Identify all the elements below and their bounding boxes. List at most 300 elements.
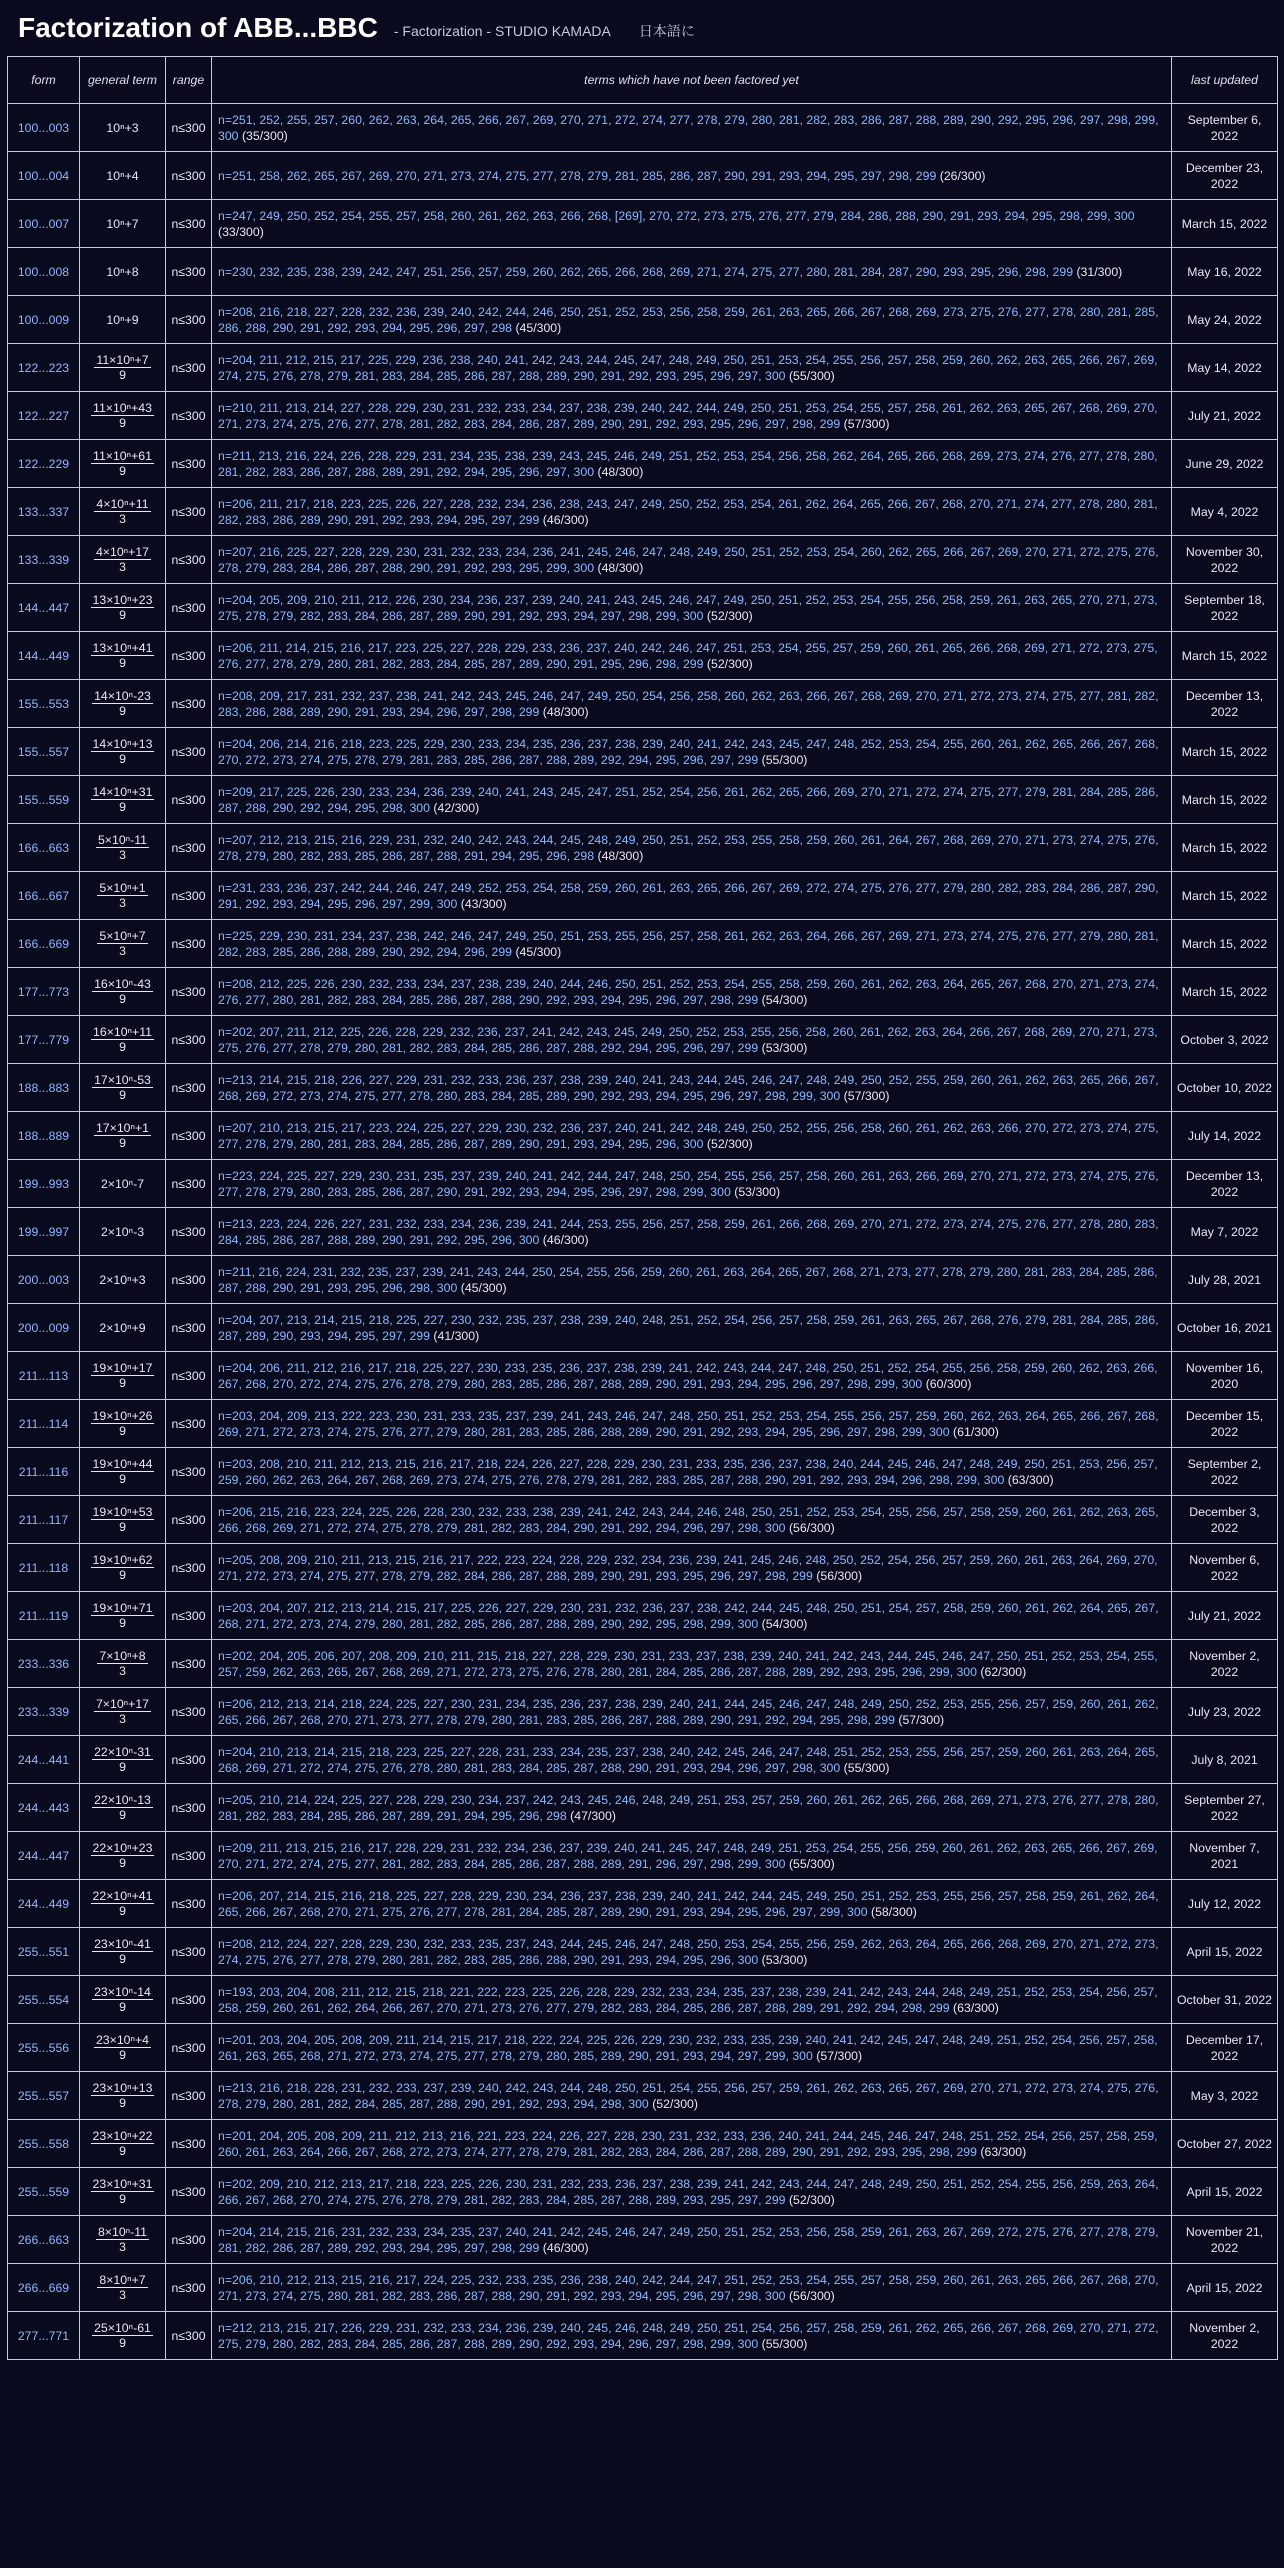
term-links[interactable]: n=210, 211, 213, 214, 227, 228, 229, 230, 231, 232, 233, 234, 237, 238, 239, 240, 242, 244, 249, 250, 251, 253, 254, 255, 257, 258, 261, 262, 263, 265, 267, 268, 269, 270, 271, 273, 274, 275, 276, 277, 278, 281, 282, 283, 284, 286, 287, 289, 290, 291, 292, 293, 295, 296, 297, 298, 299	[218, 400, 1158, 431]
last-updated: September 18, 2022	[1172, 584, 1278, 632]
range: n≤300	[166, 1064, 212, 1112]
range: n≤300	[166, 1112, 212, 1160]
denominator: 3	[119, 1664, 126, 1678]
unfactored-terms	[212, 200, 1172, 248]
table-row	[8, 392, 1278, 440]
table-row	[8, 1256, 1278, 1304]
last-updated: June 29, 2022	[1172, 440, 1278, 488]
form-link[interactable]: 211...116	[8, 1448, 80, 1496]
numerator: 11×10ⁿ+61	[93, 449, 152, 463]
range: n≤300	[166, 536, 212, 584]
last-updated: November 7, 2021	[1172, 1832, 1278, 1880]
denominator: 9	[119, 1760, 126, 1774]
term-links[interactable]: n=204, 207, 213, 214, 215, 218, 225, 227, 230, 232, 235, 237, 238, 239, 240, 248, 251, 252, 254, 256, 257, 258, 259, 261, 263, 265, 267, 268, 276, 279, 281, 284, 285, 286, 287, 289, 290, 293, 294, 295, 297, 299	[218, 1312, 1159, 1343]
denominator: 9	[119, 704, 126, 718]
form-link[interactable]: 266...663	[8, 2216, 80, 2264]
fraction	[91, 785, 155, 814]
form-link[interactable]: 166...667	[8, 872, 80, 920]
form-link[interactable]: 100...009	[8, 296, 80, 344]
unfactored-terms	[212, 1448, 1172, 1496]
general-term	[80, 344, 166, 392]
term-count: (57/300)	[843, 1088, 890, 1103]
term-links[interactable]: n=206, 215, 216, 223, 224, 225, 226, 228, 230, 232, 233, 238, 239, 241, 242, 243, 244, 246, 248, 250, 251, 252, 253, 254, 255, 256, 257, 258, 259, 260, 261, 262, 263, 265, 266, 268, 269, 271, 272, 274, 275, 278, 279, 281, 282, 283, 284, 290, 291, 292, 294, 296, 297, 298, 300	[218, 1504, 1159, 1535]
range: n≤300	[166, 1928, 212, 1976]
denominator: 3	[119, 2288, 126, 2302]
unfactored-terms	[212, 344, 1172, 392]
table-row	[8, 1544, 1278, 1592]
range: n≤300	[166, 440, 212, 488]
term-links[interactable]: n=208, 212, 225, 226, 230, 232, 233, 234, 237, 238, 239, 240, 244, 246, 250, 251, 252, 253, 254, 255, 258, 259, 260, 261, 262, 263, 264, 265, 267, 268, 270, 271, 273, 274, 276, 277, 280, 281, 282, 283, 284, 285, 286, 287, 288, 290, 292, 293, 294, 295, 296, 297, 298, 299	[218, 976, 1159, 1007]
numerator: 19×10ⁿ+53	[92, 1505, 153, 1519]
denominator: 9	[119, 1472, 126, 1486]
unfactored-terms	[212, 728, 1172, 776]
form-link[interactable]: 122...227	[8, 392, 80, 440]
denominator: 9	[119, 1424, 126, 1438]
table-row	[8, 2120, 1278, 2168]
term-links[interactable]: n=193, 203, 204, 208, 211, 212, 215, 218, 221, 222, 223, 225, 226, 228, 229, 232, 233, 234, 235, 237, 238, 239, 241, 242, 243, 244, 248, 249, 251, 252, 253, 254, 256, 257, 258, 259, 260, 261, 262, 264, 266, 267, 270, 271, 273, 276, 277, 279, 282, 283, 284, 285, 286, 287, 288, 289, 291, 292, 294, 298, 299	[218, 1984, 1158, 2015]
last-updated: March 15, 2022	[1172, 872, 1278, 920]
header-general-term: general term	[80, 57, 166, 104]
general-term	[80, 1544, 166, 1592]
term-count: (48/300)	[597, 560, 644, 575]
unfactored-terms	[212, 1256, 1172, 1304]
last-updated: December 15, 2022	[1172, 1400, 1278, 1448]
term-links[interactable]: n=213, 223, 224, 226, 227, 231, 232, 233, 234, 236, 239, 241, 244, 253, 255, 256, 257, 258, 259, 261, 266, 268, 269, 270, 271, 272, 273, 274, 275, 276, 277, 278, 280, 283, 284, 285, 286, 287, 288, 289, 290, 291, 292, 295, 296, 300	[218, 1216, 1159, 1247]
form-link[interactable]: 211...119	[8, 1592, 80, 1640]
unfactored-terms	[212, 488, 1172, 536]
form-link[interactable]: 144...449	[8, 632, 80, 680]
term-links[interactable]: n=231, 233, 236, 237, 242, 244, 246, 247, 249, 252, 253, 254, 258, 259, 260, 261, 263, 265, 266, 267, 269, 272, 274, 275, 276, 277, 279, 280, 282, 283, 284, 286, 287, 290, 291, 292, 293, 294, 295, 296, 297, 299, 300	[218, 880, 1159, 911]
last-updated: March 15, 2022	[1172, 728, 1278, 776]
unfactored-terms	[212, 248, 1172, 296]
form-link[interactable]: 244...447	[8, 1832, 80, 1880]
general-term	[80, 536, 166, 584]
denominator: 3	[119, 896, 126, 910]
denominator: 9	[119, 1088, 126, 1102]
fraction	[91, 1409, 155, 1438]
last-updated: November 6, 2022	[1172, 1544, 1278, 1592]
term-links[interactable]: n=230, 232, 235, 238, 239, 242, 247, 251, 256, 257, 259, 260, 262, 265, 266, 268, 269, 271, 274, 275, 277, 280, 281, 284, 287, 290, 293, 295, 296, 298, 299	[218, 264, 1074, 279]
term-links[interactable]: n=247, 249, 250, 252, 254, 255, 257, 258, 260, 261, 262, 263, 266, 268, [269], 270, 272, 273, 275, 276, 277, 279, 284, 286, 288, 290, 291, 293, 294, 295, 298, 299, 300	[218, 208, 1135, 223]
table-row	[8, 920, 1278, 968]
range: n≤300	[166, 824, 212, 872]
term-count: (52/300)	[706, 1136, 753, 1151]
term-count: (46/300)	[542, 2240, 589, 2255]
term-count: (48/300)	[597, 848, 644, 863]
term-links[interactable]: n=208, 209, 217, 231, 232, 237, 238, 241, 242, 243, 245, 246, 247, 249, 250, 254, 256, 258, 260, 262, 263, 266, 267, 268, 269, 270, 271, 272, 273, 274, 275, 277, 281, 282, 283, 286, 288, 289, 290, 291, 293, 294, 296, 297, 298, 299	[218, 688, 1159, 719]
table-row	[8, 1160, 1278, 1208]
last-updated: December 23, 2022	[1172, 152, 1278, 200]
term-count: (57/300)	[898, 1712, 945, 1727]
last-updated: July 21, 2022	[1172, 1592, 1278, 1640]
form-link[interactable]: 200...003	[8, 1256, 80, 1304]
form-link[interactable]: 277...771	[8, 2312, 80, 2360]
fraction	[91, 737, 155, 766]
general-term	[80, 2216, 166, 2264]
term-links[interactable]: n=213, 214, 215, 218, 226, 227, 229, 231, 232, 233, 236, 237, 238, 239, 240, 241, 243, 244, 245, 246, 247, 248, 249, 250, 252, 255, 259, 260, 261, 262, 263, 265, 266, 267, 268, 269, 272, 273, 274, 275, 277, 278, 280, 283, 284, 285, 289, 290, 292, 293, 294, 295, 296, 297, 298, 299, 300	[218, 1072, 1159, 1103]
general-term: 2×10ⁿ+3	[80, 1256, 166, 1304]
denominator: 9	[119, 2000, 126, 2014]
term-links[interactable]: n=206, 207, 214, 215, 216, 218, 225, 227, 228, 229, 230, 234, 236, 237, 238, 239, 240, 241, 242, 244, 245, 249, 250, 251, 252, 253, 255, 256, 257, 258, 259, 261, 262, 264, 265, 266, 267, 268, 270, 271, 275, 276, 277, 278, 281, 284, 285, 287, 289, 290, 291, 293, 294, 295, 296, 297, 299, 300	[218, 1888, 1159, 1919]
denominator: 9	[119, 368, 126, 382]
unfactored-terms	[212, 1304, 1172, 1352]
fraction	[97, 2273, 147, 2302]
table-row	[8, 152, 1278, 200]
table-row	[8, 728, 1278, 776]
range: n≤300	[166, 1976, 212, 2024]
table-row	[8, 2024, 1278, 2072]
table-row	[8, 1688, 1278, 1736]
fraction	[91, 1361, 155, 1390]
general-term	[80, 2024, 166, 2072]
term-count: (48/300)	[542, 704, 589, 719]
numerator: 8×10ⁿ-11	[97, 2225, 148, 2239]
unfactored-terms	[212, 2312, 1172, 2360]
denominator: 9	[119, 1520, 126, 1534]
form-link[interactable]: 211...118	[8, 1544, 80, 1592]
form-link[interactable]: 211...117	[8, 1496, 80, 1544]
term-links[interactable]: n=211, 213, 216, 224, 226, 228, 229, 231, 234, 235, 238, 239, 243, 245, 246, 249, 251, 252, 253, 254, 256, 258, 262, 264, 265, 266, 268, 269, 273, 274, 276, 277, 278, 280, 281, 282, 283, 286, 287, 288, 289, 291, 292, 294, 295, 296, 297, 300	[218, 448, 1158, 479]
form-link[interactable]: 266...669	[8, 2264, 80, 2312]
general-term	[80, 1976, 166, 2024]
denominator: 9	[119, 992, 126, 1006]
numerator: 22×10ⁿ-13	[94, 1793, 151, 1807]
form-link[interactable]: 166...669	[8, 920, 80, 968]
page-title: Factorization of ABB...BBC	[18, 12, 378, 43]
term-links[interactable]: n=203, 204, 207, 212, 213, 214, 215, 217, 225, 226, 227, 229, 230, 231, 232, 236, 237, 238, 242, 244, 245, 248, 250, 251, 254, 257, 258, 259, 260, 261, 262, 264, 265, 267, 268, 271, 272, 273, 274, 279, 280, 281, 282, 285, 286, 287, 288, 289, 290, 292, 295, 298, 299, 300	[218, 1600, 1159, 1631]
fraction	[92, 689, 153, 718]
fraction	[97, 881, 147, 910]
range: n≤300	[166, 2072, 212, 2120]
numerator: 14×10ⁿ+13	[92, 737, 153, 751]
term-count: (35/300)	[241, 128, 288, 143]
last-updated: October 31, 2022	[1172, 1976, 1278, 2024]
numerator: 23×10ⁿ+13	[92, 2081, 153, 2095]
term-links[interactable]: n=201, 204, 205, 208, 209, 211, 212, 213, 216, 221, 223, 224, 226, 227, 228, 230, 231, 232, 233, 236, 240, 241, 244, 245, 246, 247, 248, 251, 252, 254, 256, 257, 258, 259, 260, 261, 263, 264, 266, 267, 268, 272, 273, 274, 277, 278, 279, 281, 282, 283, 284, 286, 287, 288, 289, 290, 291, 292, 293, 295, 298, 299	[218, 2128, 1158, 2159]
unfactored-terms	[212, 872, 1172, 920]
unfactored-terms	[212, 1160, 1172, 1208]
term-links[interactable]: n=208, 216, 218, 227, 228, 232, 236, 239, 240, 242, 244, 246, 250, 251, 252, 253, 256, 258, 259, 261, 263, 265, 266, 267, 268, 269, 273, 275, 276, 277, 278, 280, 281, 285, 286, 288, 290, 291, 292, 293, 294, 295, 296, 297, 298	[218, 304, 1159, 335]
general-term: 10ⁿ+9	[80, 296, 166, 344]
denominator: 9	[119, 752, 126, 766]
fraction	[91, 1889, 155, 1918]
last-updated: July 28, 2021	[1172, 1256, 1278, 1304]
range: n≤300	[166, 1688, 212, 1736]
term-links[interactable]: n=206, 211, 217, 218, 223, 225, 226, 227, 228, 232, 234, 236, 238, 243, 247, 249, 250, 252, 253, 254, 261, 262, 264, 265, 266, 267, 268, 270, 271, 274, 277, 278, 280, 281, 282, 283, 286, 289, 290, 291, 292, 293, 294, 295, 297, 299	[218, 496, 1158, 527]
table-row	[8, 1208, 1278, 1256]
term-links[interactable]: n=212, 213, 215, 217, 226, 229, 231, 232, 233, 234, 236, 239, 240, 245, 246, 248, 249, 250, 251, 254, 256, 257, 258, 259, 261, 262, 265, 266, 267, 268, 269, 270, 271, 272, 275, 279, 280, 282, 283, 284, 285, 286, 287, 288, 289, 290, 292, 293, 294, 296, 297, 298, 299, 300	[218, 2320, 1159, 2351]
term-count: (63/300)	[1007, 1472, 1054, 1487]
denominator: 3	[119, 560, 126, 574]
term-links[interactable]: n=203, 204, 209, 213, 222, 223, 230, 231, 233, 235, 237, 239, 241, 243, 246, 247, 248, 250, 251, 252, 253, 254, 255, 256, 257, 259, 260, 262, 263, 264, 265, 266, 267, 268, 269, 271, 272, 273, 274, 275, 276, 277, 279, 280, 281, 283, 285, 286, 288, 289, 290, 291, 292, 293, 294, 295, 296, 297, 298, 299, 300	[218, 1408, 1159, 1439]
general-term	[80, 392, 166, 440]
general-term	[80, 1016, 166, 1064]
form-link[interactable]: 244...441	[8, 1736, 80, 1784]
term-links[interactable]: n=205, 208, 209, 210, 211, 213, 215, 216, 217, 222, 223, 224, 228, 229, 232, 234, 236, 239, 241, 245, 246, 248, 250, 252, 254, 256, 257, 259, 260, 261, 263, 264, 269, 270, 271, 272, 273, 274, 275, 277, 278, 279, 282, 284, 286, 287, 288, 289, 290, 291, 293, 295, 296, 297, 298, 299	[218, 1552, 1158, 1583]
form-link[interactable]: 233...339	[8, 1688, 80, 1736]
general-term: 2×10ⁿ-3	[80, 1208, 166, 1256]
term-count: (61/300)	[953, 1424, 999, 1439]
term-links[interactable]: n=204, 206, 211, 212, 216, 217, 218, 225, 227, 230, 233, 235, 236, 237, 238, 239, 241, 242, 243, 244, 247, 248, 250, 251, 252, 254, 255, 256, 258, 259, 260, 262, 263, 266, 267, 268, 270, 272, 274, 275, 276, 278, 279, 280, 283, 285, 286, 287, 288, 289, 290, 291, 293, 294, 295, 296, 297, 298, 299, 300	[218, 1360, 1158, 1391]
form-link[interactable]: 255...551	[8, 1928, 80, 1976]
form-link[interactable]: 100...007	[8, 200, 80, 248]
form-link[interactable]: 177...773	[8, 968, 80, 1016]
term-links[interactable]: n=204, 206, 214, 216, 218, 223, 225, 229, 230, 233, 234, 235, 236, 237, 238, 239, 240, 241, 242, 243, 245, 247, 248, 252, 253, 254, 255, 260, 261, 262, 265, 266, 267, 268, 270, 272, 273, 274, 275, 278, 279, 281, 283, 285, 286, 287, 288, 289, 292, 294, 295, 296, 297, 299	[218, 736, 1159, 767]
general-term	[80, 1784, 166, 1832]
denominator: 9	[119, 2048, 126, 2062]
form-link[interactable]: 100...003	[8, 104, 80, 152]
last-updated: April 15, 2022	[1172, 1928, 1278, 1976]
unfactored-terms	[212, 104, 1172, 152]
unfactored-terms	[212, 1064, 1172, 1112]
form-link[interactable]: 211...114	[8, 1400, 80, 1448]
table-row	[8, 1928, 1278, 1976]
term-links[interactable]: n=202, 207, 211, 212, 225, 226, 228, 229, 232, 236, 237, 241, 242, 243, 245, 249, 250, 252, 253, 255, 256, 258, 260, 261, 262, 263, 264, 266, 267, 268, 269, 270, 271, 273, 275, 276, 277, 278, 279, 280, 281, 282, 283, 284, 285, 286, 287, 288, 292, 294, 295, 296, 297, 299	[218, 1024, 1158, 1055]
term-count: (26/300)	[939, 168, 986, 183]
general-term	[80, 2120, 166, 2168]
unfactored-terms	[212, 440, 1172, 488]
term-count: (43/300)	[460, 896, 507, 911]
form-link[interactable]: 255...556	[8, 2024, 80, 2072]
range: n≤300	[166, 1736, 212, 1784]
general-term	[80, 1448, 166, 1496]
form-link[interactable]: 177...779	[8, 1016, 80, 1064]
last-updated: July 14, 2022	[1172, 1112, 1278, 1160]
language-link[interactable]: 日本語に	[638, 23, 695, 39]
term-count: (55/300)	[788, 1856, 835, 1871]
term-links[interactable]: n=209, 217, 225, 226, 230, 233, 234, 236, 239, 240, 241, 243, 245, 247, 251, 252, 254, 256, 261, 262, 265, 266, 269, 270, 271, 272, 274, 275, 277, 279, 281, 284, 285, 286, 287, 288, 290, 292, 294, 295, 298, 300	[218, 784, 1159, 815]
term-links[interactable]: n=204, 214, 215, 216, 231, 232, 233, 234, 235, 237, 240, 241, 242, 245, 246, 247, 249, 250, 251, 252, 253, 256, 258, 259, 261, 263, 267, 269, 272, 275, 276, 277, 278, 279, 281, 282, 286, 287, 289, 292, 293, 294, 295, 297, 298, 299	[218, 2224, 1159, 2255]
term-links[interactable]: n=211, 216, 224, 231, 232, 235, 237, 239, 241, 243, 244, 250, 254, 255, 256, 259, 260, 261, 263, 264, 265, 267, 268, 271, 273, 277, 278, 279, 280, 281, 283, 284, 285, 286, 287, 288, 290, 291, 293, 295, 296, 298, 300	[218, 1264, 1158, 1295]
form-link[interactable]: 188...889	[8, 1112, 80, 1160]
term-count: (52/300)	[706, 608, 753, 623]
unfactored-terms	[212, 2264, 1172, 2312]
form-link[interactable]: 155...553	[8, 680, 80, 728]
unfactored-terms	[212, 2072, 1172, 2120]
fraction	[91, 1841, 155, 1870]
range: n≤300	[166, 632, 212, 680]
numerator: 19×10ⁿ+44	[92, 1457, 153, 1471]
unfactored-terms	[212, 1208, 1172, 1256]
denominator: 9	[119, 2096, 126, 2110]
unfactored-terms	[212, 1688, 1172, 1736]
table-row	[8, 2072, 1278, 2120]
last-updated: December 3, 2022	[1172, 1496, 1278, 1544]
table-row	[8, 584, 1278, 632]
range: n≤300	[166, 1832, 212, 1880]
last-updated: April 15, 2022	[1172, 2168, 1278, 2216]
form-link[interactable]: 199...997	[8, 1208, 80, 1256]
numerator: 19×10ⁿ+26	[92, 1409, 153, 1423]
term-links[interactable]: n=251, 252, 255, 257, 260, 262, 263, 264, 265, 266, 267, 269, 270, 271, 272, 274, 277, 278, 279, 280, 281, 282, 283, 286, 287, 288, 289, 290, 292, 295, 296, 297, 298, 299, 300	[218, 112, 1159, 143]
term-links[interactable]: n=201, 203, 204, 205, 208, 209, 211, 214, 215, 217, 218, 222, 224, 225, 226, 229, 230, 232, 233, 235, 239, 240, 241, 242, 245, 247, 248, 249, 251, 252, 254, 256, 257, 258, 261, 263, 265, 268, 271, 272, 273, 274, 275, 277, 278, 279, 280, 285, 289, 290, 291, 293, 294, 297, 299, 300	[218, 2032, 1158, 2063]
denominator: 9	[119, 656, 126, 670]
term-count: (42/300)	[433, 800, 480, 815]
term-links[interactable]: n=207, 216, 225, 227, 228, 229, 230, 231, 232, 233, 234, 236, 241, 245, 246, 247, 248, 249, 250, 251, 252, 253, 254, 260, 262, 265, 266, 267, 269, 270, 271, 272, 275, 276, 278, 279, 283, 284, 286, 287, 288, 290, 291, 292, 293, 295, 299, 300	[218, 544, 1159, 575]
unfactored-terms	[212, 2216, 1172, 2264]
last-updated: March 15, 2022	[1172, 776, 1278, 824]
denominator: 9	[119, 1376, 126, 1390]
range: n≤300	[166, 680, 212, 728]
general-term: 2×10ⁿ-7	[80, 1160, 166, 1208]
range: n≤300	[166, 1304, 212, 1352]
fraction	[92, 1937, 153, 1966]
last-updated: March 15, 2022	[1172, 200, 1278, 248]
fraction	[92, 1073, 153, 1102]
form-link[interactable]: 255...554	[8, 1976, 80, 2024]
general-term	[80, 1928, 166, 1976]
term-links[interactable]: n=204, 211, 212, 215, 217, 225, 229, 236, 238, 240, 241, 242, 243, 244, 245, 247, 248, 249, 250, 251, 253, 254, 255, 256, 257, 258, 259, 260, 262, 263, 265, 266, 267, 269, 274, 275, 276, 278, 279, 281, 283, 284, 285, 286, 287, 288, 289, 290, 291, 292, 293, 295, 296, 297, 300	[218, 352, 1158, 383]
fraction	[91, 1505, 155, 1534]
term-links[interactable]: n=205, 210, 214, 224, 225, 227, 228, 229, 230, 234, 237, 242, 243, 245, 246, 248, 249, 251, 253, 257, 259, 260, 261, 262, 265, 266, 268, 269, 271, 273, 276, 277, 278, 280, 281, 282, 283, 284, 285, 286, 287, 289, 291, 294, 295, 296, 298	[218, 1792, 1159, 1823]
form-link[interactable]: 255...559	[8, 2168, 80, 2216]
form-link[interactable]: 155...557	[8, 728, 80, 776]
form-link[interactable]: 122...223	[8, 344, 80, 392]
form-link[interactable]: 255...557	[8, 2072, 80, 2120]
range: n≤300	[166, 584, 212, 632]
term-links[interactable]: n=207, 210, 213, 215, 217, 223, 224, 225, 227, 229, 230, 232, 236, 237, 240, 241, 242, 248, 249, 250, 252, 255, 256, 258, 260, 261, 262, 263, 266, 270, 272, 273, 274, 275, 277, 278, 279, 280, 281, 283, 284, 285, 286, 287, 289, 290, 291, 293, 294, 295, 296, 300	[218, 1120, 1159, 1151]
fraction	[91, 401, 154, 430]
form-link[interactable]: 100...004	[8, 152, 80, 200]
denominator: 3	[119, 848, 126, 862]
form-link[interactable]: 122...229	[8, 440, 80, 488]
unfactored-terms	[212, 2120, 1172, 2168]
numerator: 14×10ⁿ-23	[94, 689, 151, 703]
general-term: 2×10ⁿ+9	[80, 1304, 166, 1352]
fraction	[91, 593, 155, 622]
form-link[interactable]: 100...008	[8, 248, 80, 296]
range: n≤300	[166, 1400, 212, 1448]
general-term: 10ⁿ+4	[80, 152, 166, 200]
denominator: 9	[119, 416, 126, 430]
term-count: (45/300)	[515, 944, 562, 959]
denominator: 9	[119, 2192, 126, 2206]
general-term	[80, 1880, 166, 1928]
range: n≤300	[166, 104, 212, 152]
form-link[interactable]: 244...443	[8, 1784, 80, 1832]
fraction	[94, 497, 150, 526]
form-link[interactable]: 244...449	[8, 1880, 80, 1928]
term-links[interactable]: n=206, 211, 214, 215, 216, 217, 223, 225, 227, 228, 229, 233, 236, 237, 240, 242, 246, 247, 251, 253, 254, 255, 257, 259, 260, 261, 265, 266, 268, 269, 271, 272, 273, 275, 276, 277, 278, 279, 280, 281, 282, 283, 284, 285, 287, 289, 290, 291, 295, 296, 298, 299	[218, 640, 1158, 671]
table-row	[8, 536, 1278, 584]
numerator: 14×10ⁿ+31	[92, 785, 153, 799]
general-term	[80, 1688, 166, 1736]
term-links[interactable]: n=207, 212, 213, 215, 216, 229, 231, 232, 240, 242, 243, 244, 245, 248, 249, 250, 251, 252, 253, 255, 258, 259, 260, 261, 264, 267, 268, 269, 270, 271, 273, 274, 275, 276, 278, 279, 280, 282, 283, 285, 286, 287, 288, 291, 294, 295, 296, 298	[218, 832, 1159, 863]
unfactored-terms	[212, 1016, 1172, 1064]
term-links[interactable]: n=208, 212, 224, 227, 228, 229, 230, 232, 233, 235, 237, 243, 244, 245, 246, 247, 248, 250, 253, 254, 255, 256, 259, 262, 263, 264, 265, 266, 268, 269, 270, 271, 272, 273, 274, 275, 276, 277, 278, 279, 280, 281, 282, 283, 285, 286, 288, 290, 291, 293, 294, 295, 296, 300	[218, 1936, 1159, 1967]
fraction	[91, 1457, 155, 1486]
breadcrumb[interactable]: - Factorization - STUDIO KAMADA	[393, 23, 611, 39]
form-link[interactable]: 199...993	[8, 1160, 80, 1208]
table-row	[8, 2168, 1278, 2216]
numerator: 16×10ⁿ+11	[93, 1025, 152, 1039]
fraction	[91, 2081, 155, 2110]
form-link[interactable]: 133...337	[8, 488, 80, 536]
header-last-updated: last updated	[1172, 57, 1278, 104]
term-links[interactable]: n=225, 229, 230, 231, 234, 237, 238, 242, 246, 247, 249, 250, 251, 253, 255, 256, 257, 258, 261, 262, 263, 264, 266, 267, 269, 271, 273, 274, 275, 276, 277, 279, 280, 281, 282, 283, 285, 286, 288, 289, 290, 292, 294, 296, 299	[218, 928, 1159, 959]
numerator: 7×10ⁿ+17	[95, 1697, 150, 1711]
term-links[interactable]: n=202, 209, 210, 212, 213, 217, 218, 223, 225, 226, 230, 231, 232, 233, 236, 237, 238, 239, 241, 242, 243, 244, 247, 248, 249, 250, 251, 252, 254, 255, 256, 259, 263, 264, 266, 267, 268, 270, 274, 275, 276, 278, 279, 281, 282, 283, 284, 285, 287, 288, 289, 293, 295, 297, 299	[218, 2176, 1159, 2207]
last-updated: April 15, 2022	[1172, 2264, 1278, 2312]
range: n≤300	[166, 1352, 212, 1400]
term-count: (53/300)	[761, 1040, 808, 1055]
last-updated: May 3, 2022	[1172, 2072, 1278, 2120]
last-updated: November 2, 2022	[1172, 2312, 1278, 2360]
term-links[interactable]: n=223, 224, 225, 227, 229, 230, 231, 235, 237, 239, 240, 241, 242, 244, 247, 248, 250, 254, 255, 256, 257, 258, 260, 261, 263, 266, 269, 270, 271, 272, 273, 274, 275, 276, 277, 278, 279, 280, 283, 285, 286, 287, 290, 291, 292, 293, 294, 295, 296, 297, 298, 299, 300	[218, 1168, 1159, 1199]
form-link[interactable]: 155...559	[8, 776, 80, 824]
table-row	[8, 2216, 1278, 2264]
general-term	[80, 1832, 166, 1880]
numerator: 17×10ⁿ+1	[95, 1121, 150, 1135]
range: n≤300	[166, 1784, 212, 1832]
form-link[interactable]: 211...113	[8, 1352, 80, 1400]
form-link[interactable]: 233...336	[8, 1640, 80, 1688]
numerator: 8×10ⁿ+7	[99, 2273, 146, 2287]
last-updated: July 23, 2022	[1172, 1688, 1278, 1736]
denominator: 9	[119, 1040, 126, 1054]
last-updated: March 15, 2022	[1172, 824, 1278, 872]
fraction	[92, 977, 153, 1006]
form-link[interactable]: 144...447	[8, 584, 80, 632]
range: n≤300	[166, 2168, 212, 2216]
form-link[interactable]: 200...009	[8, 1304, 80, 1352]
form-link[interactable]: 166...663	[8, 824, 80, 872]
fraction	[92, 2321, 153, 2350]
fraction	[94, 1697, 151, 1726]
range: n≤300	[166, 2216, 212, 2264]
form-link[interactable]: 133...339	[8, 536, 80, 584]
last-updated: November 21, 2022	[1172, 2216, 1278, 2264]
term-links[interactable]: n=204, 205, 209, 210, 211, 212, 226, 230, 234, 236, 237, 239, 240, 241, 243, 245, 246, 247, 249, 250, 251, 252, 253, 254, 255, 256, 258, 259, 261, 263, 265, 270, 271, 273, 275, 278, 279, 282, 283, 284, 286, 287, 289, 290, 291, 292, 293, 294, 297, 298, 299, 300	[218, 592, 1158, 623]
term-links[interactable]: n=203, 208, 210, 211, 212, 213, 215, 216, 217, 218, 224, 226, 227, 228, 229, 230, 231, 233, 235, 236, 237, 238, 240, 244, 245, 246, 247, 248, 249, 250, 251, 253, 256, 257, 259, 260, 262, 263, 264, 267, 268, 269, 273, 274, 275, 276, 278, 279, 281, 282, 283, 285, 287, 288, 290, 291, 292, 293, 294, 296, 298, 299, 300	[218, 1456, 1158, 1487]
range: n≤300	[166, 1160, 212, 1208]
unfactored-terms	[212, 1640, 1172, 1688]
term-links[interactable]: n=206, 212, 213, 214, 218, 224, 225, 227, 230, 231, 234, 235, 236, 237, 238, 239, 240, 241, 244, 245, 246, 247, 248, 249, 250, 252, 253, 255, 256, 257, 259, 260, 261, 262, 265, 266, 267, 268, 270, 271, 273, 277, 278, 279, 280, 281, 283, 285, 286, 287, 288, 289, 290, 291, 292, 294, 295, 298, 299	[218, 1696, 1159, 1727]
table-row	[8, 1832, 1278, 1880]
factorization-table	[7, 56, 1278, 2360]
general-term	[80, 440, 166, 488]
fraction	[91, 449, 154, 478]
form-link[interactable]: 255...558	[8, 2120, 80, 2168]
term-count: (52/300)	[652, 2096, 698, 2111]
unfactored-terms	[212, 152, 1172, 200]
range: n≤300	[166, 488, 212, 536]
last-updated: December 13, 2022	[1172, 1160, 1278, 1208]
form-link[interactable]: 188...883	[8, 1064, 80, 1112]
term-count: (45/300)	[460, 1280, 507, 1295]
term-count: (48/300)	[597, 464, 644, 479]
term-links[interactable]: n=202, 204, 205, 206, 207, 208, 209, 210, 211, 215, 218, 227, 228, 229, 230, 231, 233, 237, 238, 239, 240, 241, 242, 243, 244, 245, 246, 247, 250, 251, 252, 253, 254, 255, 257, 259, 262, 263, 265, 267, 268, 269, 271, 272, 273, 275, 276, 278, 280, 281, 284, 285, 286, 287, 288, 289, 292, 293, 295, 296, 299, 300	[218, 1648, 1158, 1679]
term-links[interactable]: n=209, 211, 213, 215, 216, 217, 228, 229, 231, 232, 234, 236, 237, 239, 240, 241, 245, 247, 248, 249, 251, 253, 254, 255, 256, 259, 260, 261, 262, 263, 265, 266, 267, 269, 270, 271, 272, 274, 275, 277, 281, 282, 283, 284, 285, 286, 287, 288, 289, 291, 296, 297, 298, 299, 300	[218, 1840, 1158, 1871]
range: n≤300	[166, 1592, 212, 1640]
denominator: 3	[119, 2240, 126, 2254]
range: n≤300	[166, 776, 212, 824]
term-count: (54/300)	[761, 992, 808, 1007]
table-row	[8, 1400, 1278, 1448]
term-links[interactable]: n=213, 216, 218, 228, 231, 232, 233, 237, 239, 240, 242, 243, 244, 248, 250, 251, 254, 255, 256, 257, 259, 261, 262, 263, 265, 267, 269, 270, 271, 272, 273, 274, 275, 276, 278, 279, 280, 281, 282, 284, 285, 287, 288, 290, 291, 292, 293, 294, 298, 300	[218, 2080, 1159, 2111]
fraction	[92, 1985, 153, 2014]
term-links[interactable]: n=206, 210, 212, 213, 215, 216, 217, 224, 225, 232, 233, 235, 236, 238, 240, 242, 244, 247, 251, 252, 253, 254, 255, 257, 258, 259, 260, 261, 263, 265, 266, 267, 268, 270, 271, 273, 274, 275, 280, 281, 282, 283, 286, 287, 288, 290, 291, 292, 293, 294, 295, 296, 297, 298, 300	[218, 2272, 1159, 2303]
general-term: 10ⁿ+7	[80, 200, 166, 248]
term-count: (57/300)	[843, 416, 890, 431]
range: n≤300	[166, 392, 212, 440]
term-links[interactable]: n=204, 210, 213, 214, 215, 218, 223, 225, 227, 228, 231, 233, 234, 235, 237, 238, 240, 242, 245, 246, 247, 248, 251, 252, 253, 255, 256, 257, 259, 260, 261, 263, 264, 265, 268, 269, 271, 272, 274, 275, 276, 278, 280, 281, 283, 284, 285, 287, 288, 290, 291, 293, 294, 296, 297, 298, 300	[218, 1744, 1159, 1775]
fraction	[94, 2033, 151, 2062]
general-term	[80, 1640, 166, 1688]
range: n≤300	[166, 1640, 212, 1688]
fraction	[97, 1649, 147, 1678]
term-links[interactable]: n=251, 258, 262, 265, 267, 269, 270, 271, 273, 274, 275, 277, 278, 279, 281, 285, 286, 287, 290, 291, 293, 294, 295, 297, 298, 299	[218, 168, 937, 183]
